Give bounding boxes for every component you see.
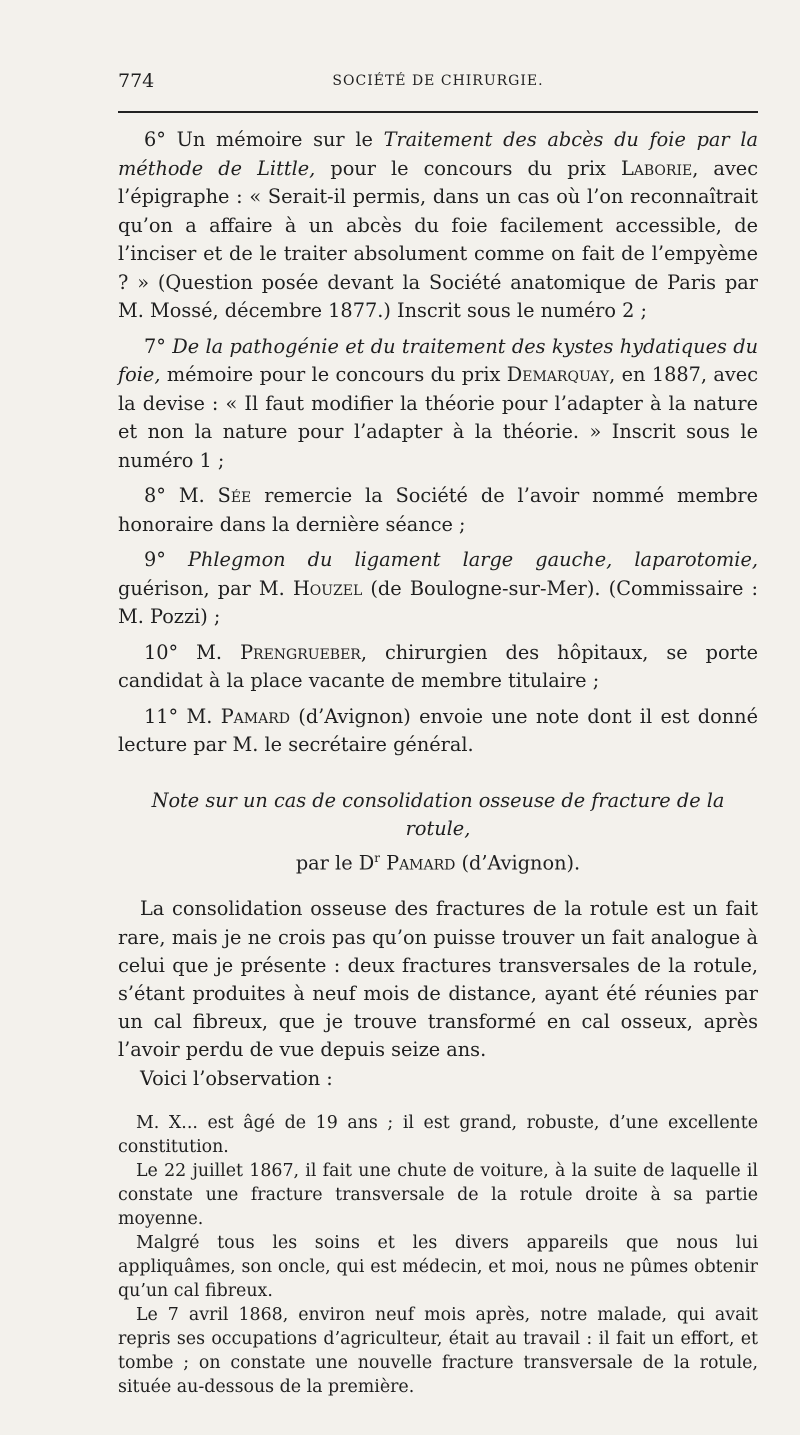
list-item: 10° M. Prengrueber, chirurgien des hôpitaux, se porte candidat à la place vacante de membre titulaire ; [118,640,758,692]
page-number: 774 [118,70,155,92]
note-title-block [118,787,758,878]
running-head: SOCIÉTÉ DE CHIRURGIE. [332,73,544,89]
observation-paragraph: M. X... est âgé de 19 ans ; il est grand, robuste, d’une excellente constitution. [118,1112,758,1157]
note-byline: par le $D^r$ Pamard (d’Avignon). [295,850,581,874]
note-title: Note sur un cas de consolidation osseuse de fracture de la rotule, [151,788,725,840]
observation-paragraph: Malgré tous les soins et les divers appareils que nous lui appliquâmes, son oncle, qui est médecin, et moi, nous ne pûmes obtenir qu’un cal fibreux. [118,1232,758,1301]
list-item: 7° De la pathogénie et du traitement des kystes hydatiques du foie, mémoire pour le concours du prix Demarquay, en 1887, avec la devise : « Il faut modifier la théorie pour l’adapter à la nature et non la nature pour l’adapter à la théorie. » Inscrit sous le numéro 1 ; [118,334,759,472]
page-header [118,70,758,100]
body-paragraph: Voici l’observation : [140,1066,333,1090]
header-rule [118,111,758,113]
observation-paragraph: Le 22 juillet 1867, il fait une chute de voiture, à la suite de laquelle il constate une fracture transversale de la rotule droite à sa partie moyenne. [118,1160,758,1229]
observation-paragraph: Le 7 avril 1868, environ neuf mois après, notre malade, qui avait repris ses occupations d’agriculteur, était au travail : il fait un effort, et tombe ; on constate une nouvelle fracture transversale de la rotule, située au-dessous de la première. [118,1304,758,1397]
page-body [118,126,758,1399]
list-item: 6° Un mémoire sur le Traitement des abcès du foie par la méthode de Little, pour le concours du prix Laborie, avec l’épigraphe : « Serait-il permis, dans un cas où l’on reconnaîtrait qu’on a affaire à un abcès du foie facilement accessible, de l’inciser et de le traiter absolument comme on fait de l’empyème ? » (Question posée devant la Société anatomique de Paris par M. Mossé, décembre 1877.) Inscrit sous le numéro 2 ; [118,128,759,322]
list-item: 8° M. Sée remercie la Société de l’avoir nommé membre honoraire dans la dernière séance ; [118,484,758,536]
list-item: 11° M. Pamard (d’Avignon) envoie une note dont il est donné lecture par M. le secrétaire général. [118,704,758,756]
body-paragraph: La consolidation osseuse des fractures de la rotule est un fait rare, mais je ne crois pas qu’on puisse trouver un fait analogue à celui que je présente : deux fractures transversales de la rotule, s’étant produites à neuf mois de distance, ayant été réunies par un cal fibreux, que je trouve transformé en cal osseux, après l’avoir perdu de vue depuis seize ans. [118,897,758,1062]
list-item: 9° Phlegmon du ligament large gauche, laparotomie, guérison, par M. Houzel (de Boulogne-sur-Mer). (Commissaire : M. Pozzi) ; [118,548,758,628]
